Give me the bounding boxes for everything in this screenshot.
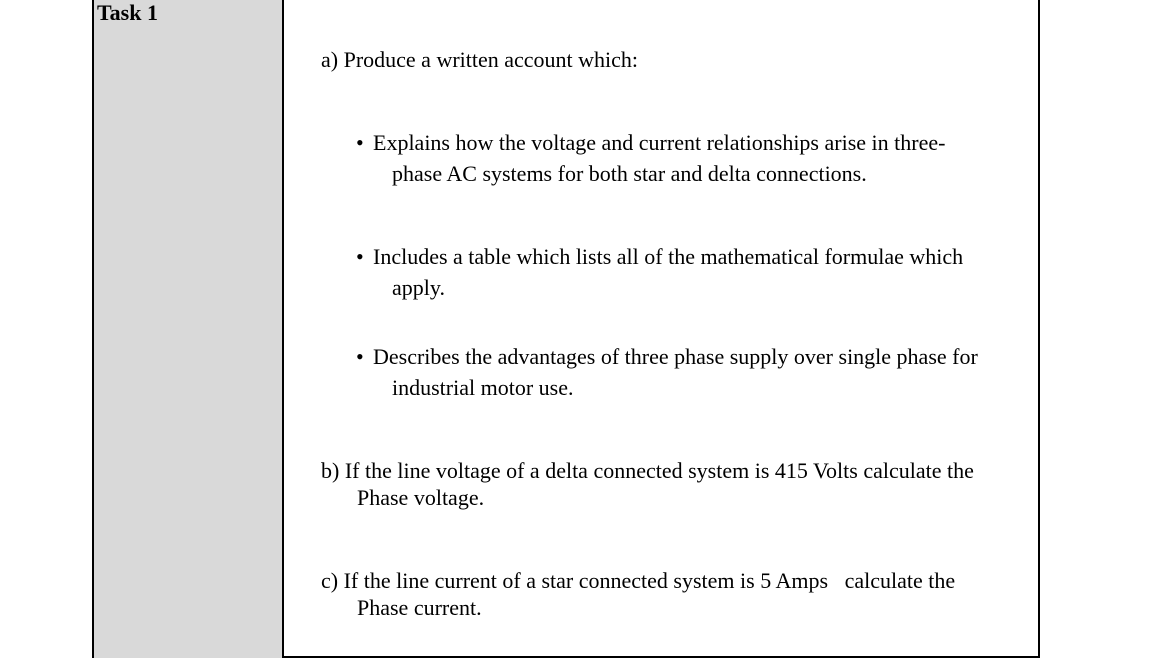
bullet-2-line-2: apply. [392, 275, 445, 300]
task-label-column [92, 0, 284, 658]
bullet-marker: • [356, 244, 364, 269]
part-c-line-2: Phase current. [357, 595, 482, 620]
part-c-line-1: c) If the line current of a star connected system is 5 Amps calculate the [321, 568, 956, 593]
bullet-1-line-2: phase AC systems for both star and delta connections. [392, 161, 867, 186]
bullet-marker: • [356, 130, 364, 155]
bullet-3-line-2: industrial motor use. [392, 375, 574, 400]
bullet-marker: • [356, 344, 364, 369]
bullet-2-line-1: Includes a table which lists all of the mathematical formulae which [373, 244, 964, 269]
bullet-1-line-1: Explains how the voltage and current relationships arise in three- [373, 130, 946, 155]
part-b-line-1: b) If the line voltage of a delta connected system is 415 Volts calculate the [321, 458, 974, 483]
part-b-line-2: Phase voltage. [357, 485, 485, 510]
part-a-intro: a) Produce a written account which: [321, 47, 639, 72]
bullet-3-line-1: Describes the advantages of three phase supply over single phase for [373, 344, 978, 369]
task-label: Task 1 [97, 0, 158, 25]
